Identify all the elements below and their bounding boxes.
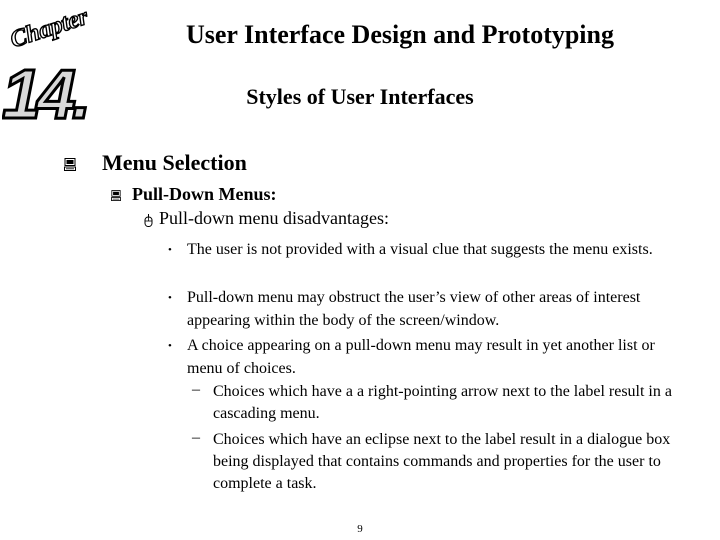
logo-chapter-number: 14.	[2, 55, 88, 128]
point-bullet: •	[168, 292, 172, 304]
subpoint-dash: –	[192, 429, 200, 446]
outline-level1-text: Menu Selection	[102, 150, 247, 175]
slide-title: User Interface Design and Prototyping	[185, 20, 614, 49]
slide-subtitle: Styles of User Interfaces	[246, 84, 474, 109]
outline-level2-text: Pull-Down Menus:	[132, 184, 277, 204]
computer-bullet-icon	[111, 190, 121, 201]
page-number: 9	[357, 523, 363, 535]
subpoint-dash: –	[192, 381, 200, 398]
mouse-bullet-icon	[144, 214, 153, 227]
disadvantage-point-2: Pull-down menu may obstruct the user’s view of other areas of interest appearing within the body of the screen/window.	[187, 289, 641, 329]
computer-bullet-icon	[64, 158, 76, 171]
chapter-14-logo	[2, 2, 106, 128]
logo-chapter-word: Chapter	[7, 3, 92, 54]
outline-level3-text: Pull-down menu disadvantages:	[159, 208, 389, 228]
dialogue-box-subpoint: Choices which have an eclipse next to the label result in a dialogue box being displayed that contains commands and properties for the user to complete a task.	[213, 431, 671, 492]
point-bullet: •	[168, 244, 172, 256]
disadvantage-point-1: The user is not provided with a visual clue that suggests the menu exists.	[187, 241, 653, 258]
disadvantage-point-3: A choice appearing on a pull-down menu may result in yet another list or menu of choices.	[187, 337, 655, 377]
point-bullet: •	[168, 340, 172, 352]
cascading-menu-subpoint: Choices which have a a right-pointing arrow next to the label result in a cascading menu.	[213, 383, 672, 422]
